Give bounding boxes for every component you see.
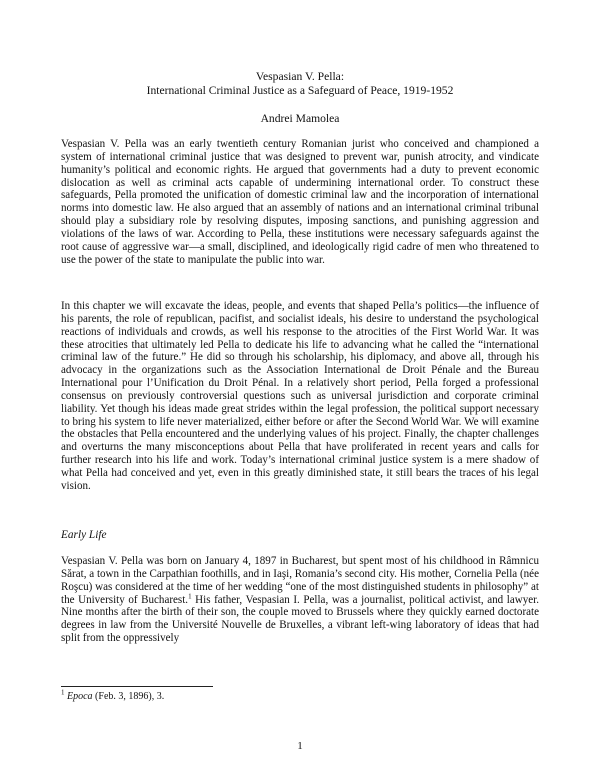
author-name: Andrei Mamolea [260,112,340,125]
document-title-line-2: International Criminal Justice as a Safeguard of Peace, 1919-1952 [146,84,454,97]
section-heading: Early Life [61,529,107,541]
body-paragraph-3 [61,555,539,645]
body-paragraph-2: In this chapter we will excavate the ideas, people, and events that shaped Pella’s politics—the influence of his parents, the role of republican, pacifist, and socialist ideals, his desire to understand the psychological reactions of individuals and crowds, as well his response to the atrocities of the First World War. It was these atrocities that ultimately led Pella to dedicate his life to advancing what he called the “international criminal law of the future.” He did so through his scholarship, his diplomacy, and above all, through his advocacy in the organizations such as the Association International de Droit Pénale and the Bureau International pour l’Unification du Droit Pénal. In a relatively short period, Pella forged a professional consensus on previously controversial questions such as universal jurisdiction and corporate criminal liability. Yet though his ideas made great strides within the legal profession, the political support necessary to bring his system to life never materialized, either before or after the Second World War. We will examine the obstacles that Pella encountered and the underlying values of his project. Finally, the chapter challenges and overturns the many misconceptions about Pella that have proliferated in recent years and calls for further research into his life and work. Today’s international criminal justice system is a mere shadow of what Pella had conceived and yet, even in this greatly diminished state, it still bears the traces of his legal vision. [61,300,539,492]
title-block [60,70,540,98]
footnote-reference: 1 [188,591,192,600]
paragraph-3-text: Vespasian V. Pella was born on January 4, 1897 in Bucharest, but spent most of his childhood in Râmnicu Sărat, a town in the Carpathian foothills, and in Iaşi, Romania’s second city. His mother, Cornelia Pella (née Roşcu) was considered at the time of her wedding “one of the most distinguished students in philosophy” at the University of Bucharest. [61,555,539,606]
document-title-line-1: Vespasian V. Pella: [255,70,345,83]
page-number: 1 [297,740,303,752]
footnote-number: 1 [61,688,65,697]
footnote [61,688,165,703]
paragraph-3-continuation: His father, Vespasian I. Pella, was a journalist, political activist, and lawyer. Nine months after the birth of their son, the couple moved to Brussels where they quickly earned doctorate degrees in law from the Université Nouvelle de Bruxelles, a vibrant left-wing laboratory of ideas that had split from the oppressively [61,593,539,645]
footnote-divider [61,686,213,687]
body-paragraph-1: Vespasian V. Pella was an early twentieth century Romanian jurist who conceived and championed a system of international criminal justice that was designed to prevent war, punish atrocity, and vindicate humanity’s political and economic rights. He argued that governments had a duty to prevent economic dislocation as well as criminal acts capable of undermining international order. To construct these safeguards, Pella promoted the unification of domestic criminal law and the incorporation of international norms into domestic law. He also argued that an assembly of nations and an international criminal tribunal should play a subsidiary role by resolving disputes, imposing sanctions, and punishing aggression and violations of the laws of war. According to Pella, these institutions were necessary safeguards against the root cause of aggressive war—a small, disciplined, and ideologically rigid cadre of men who threatened to use the power of the state to manipulate the public into war. [61,138,539,266]
footnote-detail: (Feb. 3, 1896), 3. [92,691,165,702]
footnote-source: Epoca [67,691,93,702]
